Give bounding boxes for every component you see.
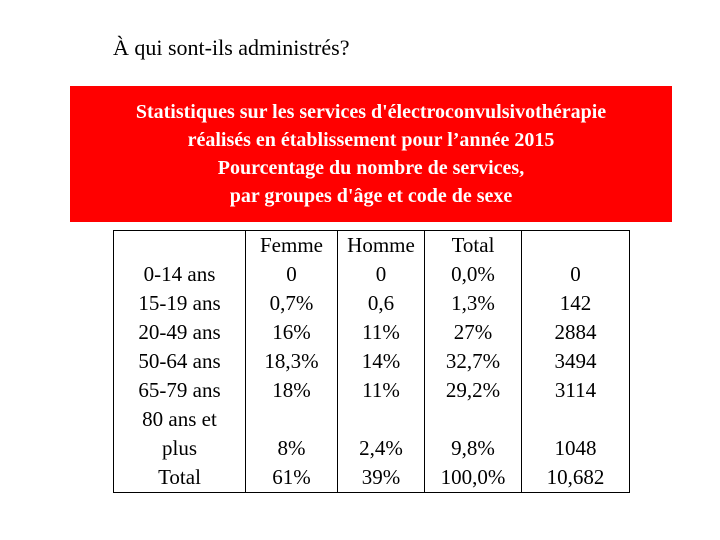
grand-total-percent: 100,0% [440,465,506,489]
total-value: 27% [453,320,493,344]
header-homme: Homme [347,233,415,257]
header-blank [114,231,245,260]
homme-value: 14% [361,349,401,373]
age-group-label: 0-14 ans [143,262,216,286]
age-group-label: 65-79 ans [138,378,221,402]
homme-value: 0 [375,262,387,286]
homme-value: 11% [362,378,400,402]
homme-value: 2,4% [359,436,403,460]
header-total: Total [451,233,495,257]
femme-value: 0,7% [269,291,314,315]
homme-total: 39% [361,465,401,489]
total-value: 29,2% [445,378,501,402]
age-group-label-line1: 80 ans et [142,407,217,431]
spacer [338,405,424,434]
femme-value: 0 [286,262,297,286]
femme-value: 18,3% [264,349,319,373]
spacer [425,405,521,434]
count-value: 1048 [554,436,597,460]
count-column-cell [522,231,630,493]
slide-question: À qui sont-ils administrés? [113,35,350,60]
count-value: 0 [570,262,581,286]
femme-value: 18% [272,378,311,402]
count-total: 10,682 [546,465,605,489]
spacer [246,405,337,434]
age-group-label-line2: plus [161,436,197,460]
total-column-cell [425,231,522,493]
homme-value: 0,6 [367,291,395,315]
spacer [522,405,629,434]
banner-line-3: Pourcentage du nombre de services, [217,157,525,179]
femme-value: 16% [272,320,311,344]
header-femme: Femme [260,233,323,257]
count-value: 3494 [554,349,597,373]
count-value: 2884 [554,320,597,344]
femme-value: 8% [277,436,306,460]
header-blank [522,231,629,260]
count-value: 142 [559,291,592,315]
total-value: 9,8% [451,436,495,460]
banner-line-4: par groupes d'âge et code de sexe [229,185,513,207]
homme-column-cell [338,231,425,493]
age-column-cell [114,231,246,493]
age-group-label: 20-49 ans [138,320,221,344]
count-value: 3114 [554,378,597,402]
banner-line-2: réalisés en établissement pour l’année 2015 [187,129,555,151]
homme-value: 11% [362,320,400,344]
age-group-label: 15-19 ans [138,291,221,315]
banner-line-1: Statistiques sur les services d'électroconvulsivothérapie [135,101,607,123]
statistics-table [113,230,630,493]
age-group-label: 50-64 ans [138,349,221,373]
total-label: Total [158,465,201,489]
femme-total: 61% [272,465,311,489]
total-value: 0,0% [451,262,495,286]
title-banner [70,86,672,222]
total-value: 1,3% [451,291,495,315]
total-value: 32,7% [445,349,501,373]
femme-column-cell [246,231,338,493]
